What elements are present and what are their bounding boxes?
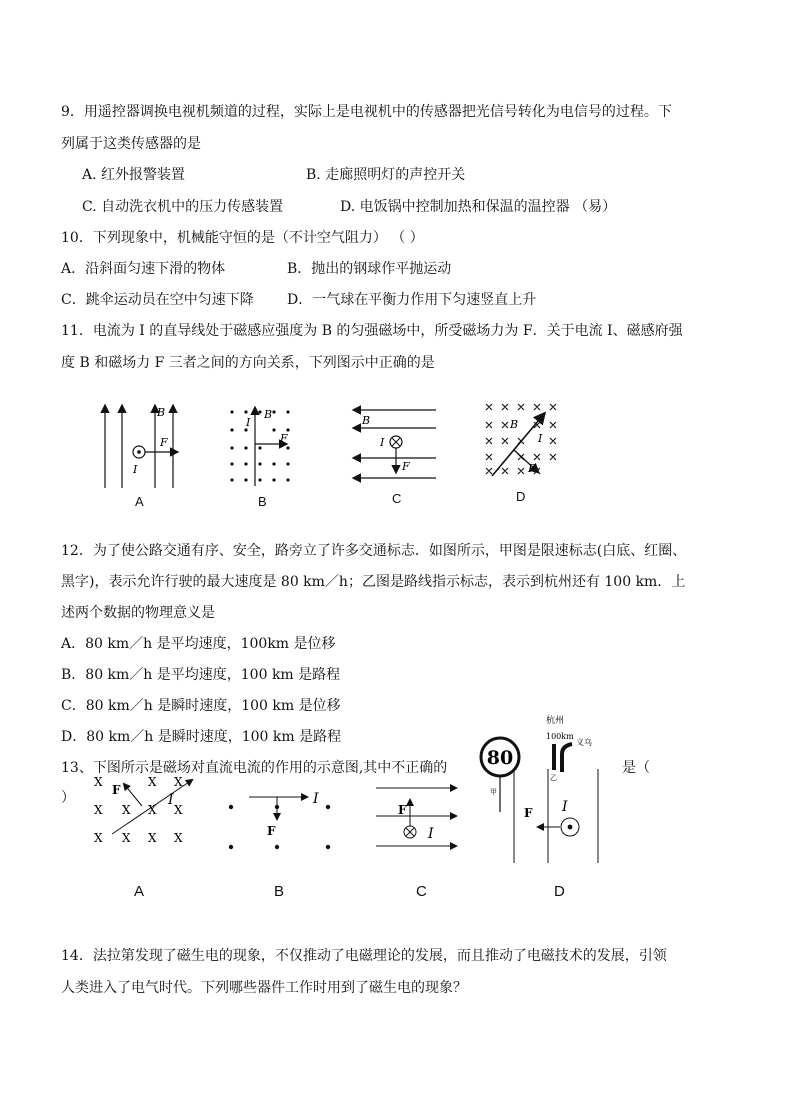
q11b-I-label: I	[246, 416, 251, 429]
q13b-F-label: F	[267, 824, 276, 838]
q13-stem-tail: 是（	[622, 760, 650, 776]
q11d-F-label: F	[528, 462, 536, 475]
speed-limit-value: 80	[486, 747, 514, 769]
q11-figure-b-label: B	[258, 494, 267, 509]
q12-option-c: C．80 km／h 是瞬时速度，100 km 是位移	[61, 698, 341, 714]
route-city-yiwu: 义乌	[576, 738, 592, 747]
q13a-x-7: X	[174, 803, 183, 817]
q11a-B-label: B	[157, 406, 166, 419]
q13-figure-b-label: B	[274, 883, 285, 900]
q13a-x-6: X	[148, 803, 157, 817]
q13-figure-d	[508, 765, 608, 865]
q11d-B-label: B	[510, 418, 519, 431]
q13a-x-8: X	[94, 831, 103, 845]
q13b-I-label: I	[313, 791, 319, 807]
q14-stem-line1: 14．法拉第发现了磁生电的现象，不仅推动了电磁理论的发展，而且推动了电磁技术的发展，引领	[61, 948, 667, 964]
q13-figure-d-label: D	[554, 883, 565, 900]
q12-stem-line1: 12．为了使公路交通有序、安全，路旁立了许多交通标志．如图所示，甲图是限速标志(白底、红圈、	[61, 543, 687, 559]
q13-figure-c-label: C	[416, 883, 427, 900]
q10-option-d: D．一气球在平衡力作用下匀速竖直上升	[287, 292, 537, 308]
q13a-x-5: X	[122, 803, 131, 817]
q9-option-c: C. 自动洗衣机中的压力传感装置	[82, 199, 284, 215]
q11-stem-line2: 度 B 和磁场力 F 三者之间的方向关系，下列图示中正确的是	[61, 355, 435, 371]
q13a-x-4: X	[94, 803, 103, 817]
q12-option-a: A．80 km／h 是平均速度，100km 是位移	[61, 636, 336, 652]
q11-figure-a-label: A	[135, 494, 144, 509]
q9-option-d: D. 电饭锅中控制加热和保温的温控器 （易）	[340, 199, 617, 215]
q12-stem-line3: 述两个数据的物理意义是	[61, 605, 215, 621]
q12-option-d: D．80 km／h 是瞬时速度，100 km 是路程	[61, 729, 342, 745]
q11b-F-label: F	[280, 432, 288, 445]
q13-stem-line2: ）	[61, 790, 75, 806]
q13a-x-10: X	[148, 831, 157, 845]
q11-figure-c-label: C	[392, 491, 402, 506]
q13-figure-a-label: A	[134, 883, 145, 900]
q9-option-a: A. 红外报警装置	[82, 167, 186, 183]
q13a-F-label: F	[112, 783, 121, 797]
q11-figure-b	[222, 400, 302, 490]
route-city-hangzhou: 杭州	[546, 716, 565, 726]
caption-jia: 甲	[490, 788, 497, 796]
q10-stem: 10．下列现象中，机械能守恒的是（不计空气阻力） （ ）	[61, 230, 424, 246]
q11-figure-d	[482, 400, 562, 480]
q13a-x-2: X	[148, 775, 157, 789]
q13d-F-label: F	[524, 806, 533, 820]
q9-option-b: B. 走廊照明灯的声控开关	[306, 167, 466, 183]
q10-option-a: A．沿斜面匀速下滑的物体	[61, 261, 226, 277]
q13-stem: 13、下图所示是磁场对直流电流的作用的示意图,其中不正确的	[61, 760, 448, 776]
q11a-F-label: F	[160, 436, 168, 449]
q11c-I-label: I	[380, 436, 385, 449]
q9-stem-line2: 列属于这类传感器的是	[61, 136, 201, 152]
q13-figure-b	[225, 785, 335, 855]
q12-stem-line2: 黑字)，表示允许行驶的最大速度是 80 km／h；乙图是路线指示标志，表示到杭州还有 100 km．上	[61, 574, 686, 590]
caption-yi: 乙	[550, 774, 557, 782]
q13a-x-1: X	[94, 775, 103, 789]
q13c-I-label: I	[428, 826, 434, 842]
q13c-F-label: F	[398, 803, 407, 817]
q11b-B-label: B	[264, 408, 273, 421]
q12-option-b: B．80 km／h 是平均速度，100 km 是路程	[61, 667, 341, 683]
q13a-x-9: X	[122, 831, 131, 845]
q13-figure-c	[372, 782, 462, 852]
q13d-I-label: I	[562, 799, 568, 815]
route-distance: 100km	[546, 732, 574, 741]
q10-option-c: C．跳伞运动员在空中匀速下降	[61, 292, 254, 308]
q11-figure-c	[350, 404, 440, 484]
q13-figure-a	[90, 770, 200, 850]
q14-stem-line2: 人类进入了电气时代。下列哪些器件工作时用到了磁生电的现象？	[61, 980, 467, 996]
q11c-B-label: B	[362, 414, 371, 427]
q13a-I-label: I	[168, 792, 174, 808]
q13a-x-3: X	[174, 775, 183, 789]
q11a-I-label: I	[133, 463, 138, 476]
q10-option-b: B．抛出的钢球作平抛运动	[287, 261, 452, 277]
q11-figure-d-label: D	[516, 489, 526, 504]
q13a-x-11: X	[174, 831, 183, 845]
q9-stem-line1: 9．用遥控器调换电视机频道的过程，实际上是电视机中的传感器把光信号转化为电信号的过程。下	[61, 104, 672, 120]
q11c-F-label: F	[402, 460, 410, 473]
q11-stem-line1: 11．电流为 I 的直导线处于磁感应强度为 B 的匀强磁场中，所受磁场力为 F．关于电流 I、磁感府强	[61, 323, 683, 339]
q11d-I-label: I	[538, 432, 543, 445]
q11-figure-a	[95, 400, 185, 500]
